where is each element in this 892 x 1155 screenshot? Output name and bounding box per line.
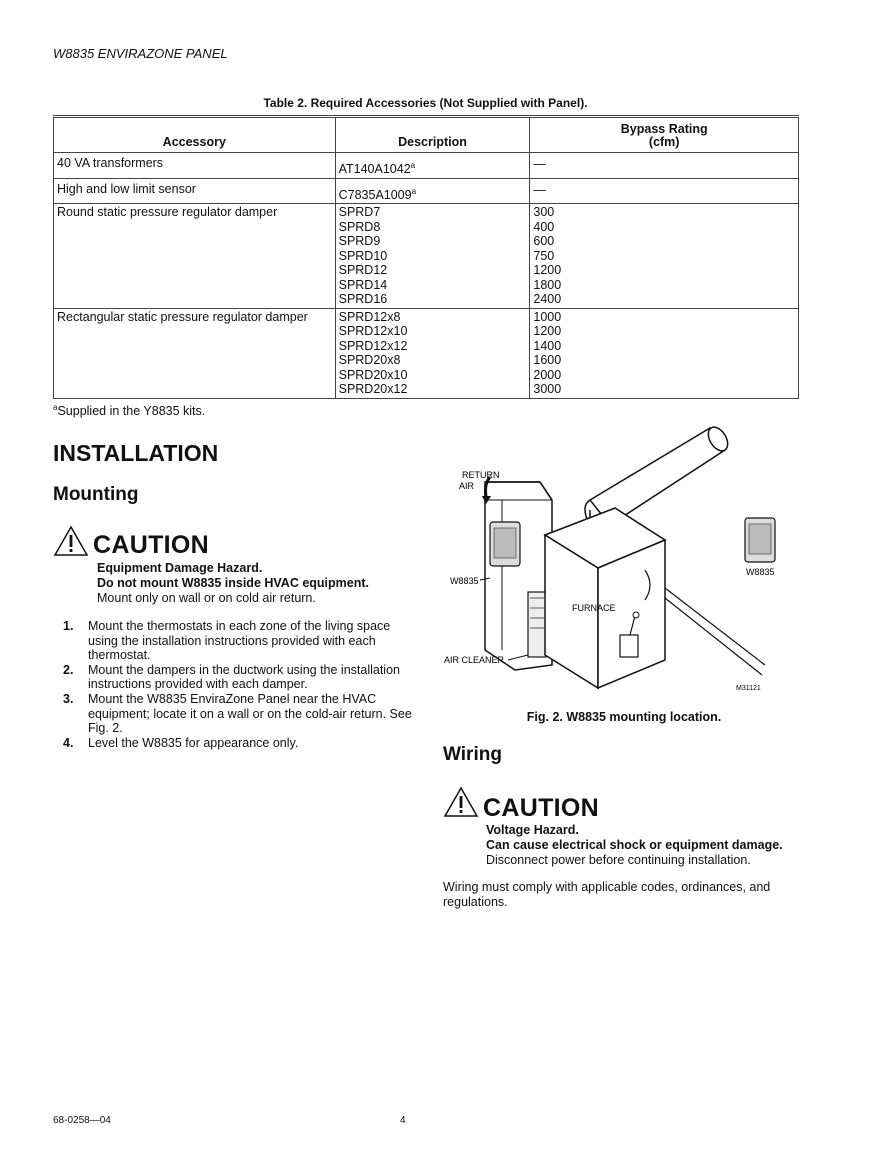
table-caption: Table 2. Required Accessories (Not Supplied with Panel). [263, 96, 588, 110]
description-line [339, 292, 527, 307]
caution-block-wiring [443, 786, 833, 868]
description-line [339, 310, 527, 325]
caution-line-3: Disconnect power before continuing installation. [486, 853, 751, 867]
cell-accessory: Rectangular static pressure regulator damper [54, 308, 336, 398]
bypass-value: 600 [533, 234, 555, 249]
col-header-description: Description [335, 117, 530, 153]
bypass-value: 750 [533, 248, 555, 263]
footnote-ref: a [410, 161, 416, 170]
list-item [53, 736, 423, 751]
step-text: Mount the dampers in the ductwork using the installation instructions provided with each damper. [88, 662, 400, 692]
caution-line-2: Do not mount W8835 inside HVAC equipment. [97, 576, 370, 590]
step-text: Mount the thermostats in each zone of the living space using the installation instructions provided with each thermostat. [88, 619, 391, 663]
caution-line-1: Voltage Hazard. [486, 823, 579, 837]
wiring-heading: Wiring [443, 744, 502, 765]
label-w8835-right: W8835 [746, 567, 775, 577]
model-number: SPRD20x12 [338, 382, 408, 397]
description-line [339, 205, 527, 220]
cell-description [335, 153, 530, 179]
step-number: 1. [63, 619, 74, 633]
caution-line-2: Can cause electrical shock or equipment damage. [486, 838, 783, 852]
model-number: SPRD7 [338, 205, 381, 220]
bypass-value: 400 [533, 219, 555, 234]
cell-bypass [530, 308, 799, 398]
mounting-location-figure [440, 420, 810, 700]
table-row [54, 308, 799, 398]
doc-number: 68-0258—04 [53, 1115, 111, 1126]
cell-accessory: High and low limit sensor [54, 178, 336, 204]
step-text: Mount the W8835 EnviraZone Panel near the HVAC equipment; locate it on a wall or on the cold-air return. See Fig. 2. [88, 691, 412, 736]
bypass-value: 1400 [533, 338, 562, 353]
model-number: SPRD12x10 [338, 324, 408, 339]
junction-box [620, 635, 638, 657]
bypass-value: — [533, 157, 546, 171]
model-number: SPRD20x8 [338, 353, 401, 368]
label-air: AIR [459, 481, 475, 491]
cell-bypass [530, 204, 799, 309]
model-number: SPRD20x10 [338, 367, 408, 382]
bypass-value: 2000 [533, 367, 562, 382]
model-number: AT140A1042 [338, 162, 411, 177]
description-line [339, 353, 527, 368]
bypass-value: 1000 [533, 309, 562, 324]
model-number: SPRD12x12 [338, 338, 408, 353]
cell-accessory: 40 VA transformers [54, 153, 336, 179]
bypass-value: 300 [533, 205, 555, 220]
wiring-paragraph: Wiring must comply with applicable codes, ordinances, and regulations. [443, 880, 771, 909]
caution-word: CAUTION [483, 794, 599, 822]
bypass-value: 3000 [533, 382, 562, 397]
description-line [339, 185, 527, 203]
table-row [54, 178, 799, 204]
warning-triangle-icon [443, 786, 479, 818]
table-footnote [53, 403, 205, 418]
label-figure-code: M31121 [736, 685, 761, 692]
table-body [54, 153, 799, 399]
description-line [339, 234, 527, 249]
running-header: W8835 ENVIRAZONE PANEL [53, 46, 228, 61]
model-number: SPRD12x8 [338, 309, 401, 324]
bypass-value: — [533, 182, 546, 197]
label-air-cleaner: AIR CLEANER [444, 655, 505, 665]
cell-accessory: Round static pressure regulator damper [54, 204, 336, 309]
air-cleaner [528, 592, 546, 657]
list-item [53, 692, 423, 736]
bypass-value: 2400 [533, 292, 562, 307]
bypass-value: 1600 [533, 353, 562, 368]
page-number: 4 [400, 1115, 406, 1126]
model-number: SPRD14 [338, 277, 388, 292]
label-furnace: FURNACE [572, 603, 616, 613]
description-line [339, 159, 527, 177]
col-header-accessory: Accessory [54, 117, 336, 153]
model-number: C7835A1009 [338, 187, 412, 202]
step-number: 4. [63, 735, 74, 750]
caution-line-3: Mount only on wall or on cold air return. [97, 591, 316, 605]
bypass-header-line2: (cfm) [648, 135, 680, 149]
figure-caption: Fig. 2. W8835 mounting location. [526, 710, 722, 724]
footnote-marker: a [53, 403, 58, 412]
model-number: SPRD10 [338, 248, 388, 263]
caution-word: CAUTION [93, 531, 209, 559]
accessories-table [53, 115, 799, 399]
model-number: SPRD12 [338, 263, 388, 278]
cell-bypass [530, 153, 799, 179]
installation-heading: INSTALLATION [53, 440, 219, 466]
model-number: SPRD9 [338, 234, 381, 249]
footnote-text: Supplied in the Y8835 kits. [57, 404, 206, 419]
bypass-value: 1200 [533, 324, 562, 339]
caution-line-1: Equipment Damage Hazard. [97, 561, 263, 575]
description-line [339, 249, 527, 264]
list-item [53, 619, 423, 663]
description-line [339, 382, 527, 397]
cell-description [335, 308, 530, 398]
label-w8835-left: W8835 [450, 576, 479, 586]
description-line [339, 324, 527, 339]
label-return: RETURN [462, 470, 500, 480]
col-header-bypass [530, 117, 799, 153]
step-number: 3. [63, 691, 74, 706]
list-item [53, 663, 423, 692]
model-number: SPRD16 [338, 292, 388, 307]
cell-bypass [530, 178, 799, 204]
bypass-header-line1: Bypass Rating [620, 122, 708, 136]
description-line [339, 278, 527, 293]
bypass-value: 1800 [533, 277, 562, 292]
table-row [54, 153, 799, 179]
bypass-value: 1200 [533, 263, 562, 278]
step-number: 2. [63, 662, 74, 677]
description-line [339, 339, 527, 354]
warning-triangle-icon [53, 525, 89, 557]
caution-block-mounting [53, 525, 433, 607]
step-text: Level the W8835 for appearance only. [88, 735, 299, 750]
cell-description [335, 204, 530, 309]
table-row [54, 204, 799, 309]
mounting-heading: Mounting [53, 484, 139, 505]
description-line [339, 368, 527, 383]
cell-description [335, 178, 530, 204]
mounting-steps [53, 619, 423, 750]
description-line [339, 220, 527, 235]
model-number: SPRD8 [338, 219, 381, 234]
description-line [339, 263, 527, 278]
footnote-ref: a [411, 186, 417, 196]
